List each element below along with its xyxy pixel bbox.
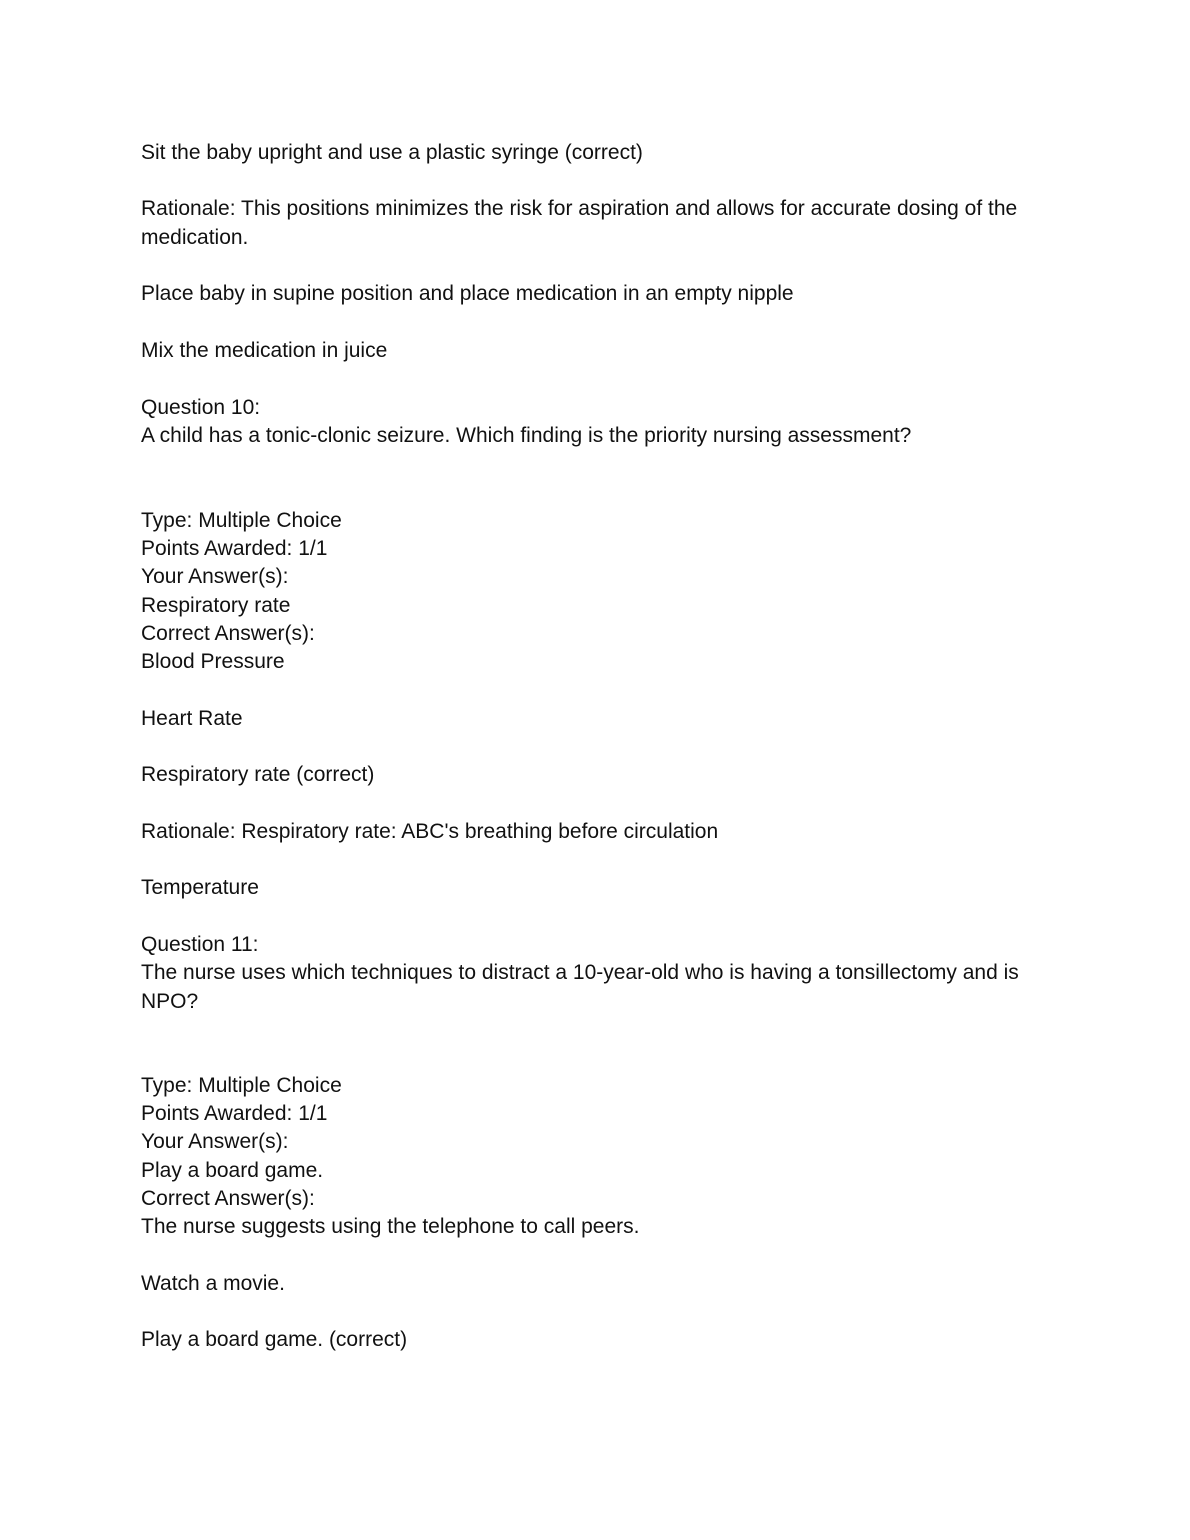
rationale-text: Rationale: Respiratory rate: ABC's breathing before circulation: [141, 820, 719, 843]
question-10-text: A child has a tonic-clonic seizure. Which finding is the priority nursing assessment?: [141, 424, 912, 447]
answer-option-correct: Play a board game. (correct): [141, 1328, 408, 1351]
question-10-your-answer-label: Your Answer(s):: [141, 565, 289, 588]
question-11-correct-answer-label: Correct Answer(s):: [141, 1187, 315, 1210]
question-11-your-answer: Play a board game.: [141, 1159, 324, 1182]
answer-option: Watch a movie.: [141, 1272, 285, 1295]
answer-option: Mix the medication in juice: [141, 339, 388, 362]
question-11-your-answer-label: Your Answer(s):: [141, 1130, 289, 1153]
answer-option-correct: Respiratory rate (correct): [141, 763, 375, 786]
answer-option: Blood Pressure: [141, 650, 285, 673]
question-11-text-continued: NPO?: [141, 990, 199, 1013]
question-10-correct-answer-label: Correct Answer(s):: [141, 622, 315, 645]
answer-option: Temperature: [141, 876, 259, 899]
question-10-points: Points Awarded: 1/1: [141, 537, 328, 560]
rationale-text: Rationale: This positions minimizes the risk for aspiration and allows for accurate dosing of the: [141, 197, 1018, 220]
answer-option: Heart Rate: [141, 707, 243, 730]
answer-option: Place baby in supine position and place medication in an empty nipple: [141, 282, 794, 305]
question-10-type: Type: Multiple Choice: [141, 509, 342, 532]
question-10-heading: Question 10:: [141, 396, 261, 419]
question-10-your-answer: Respiratory rate: [141, 594, 291, 617]
question-11-points: Points Awarded: 1/1: [141, 1102, 328, 1125]
rationale-text-continued: medication.: [141, 226, 249, 249]
question-11-text: The nurse uses which techniques to distract a 10-year-old who is having a tonsillectomy and is: [141, 961, 1019, 984]
answer-option-correct: Sit the baby upright and use a plastic syringe (correct): [141, 141, 643, 164]
question-11-heading: Question 11:: [141, 933, 259, 956]
answer-option: The nurse suggests using the telephone to call peers.: [141, 1215, 640, 1238]
question-11-type: Type: Multiple Choice: [141, 1074, 342, 1097]
